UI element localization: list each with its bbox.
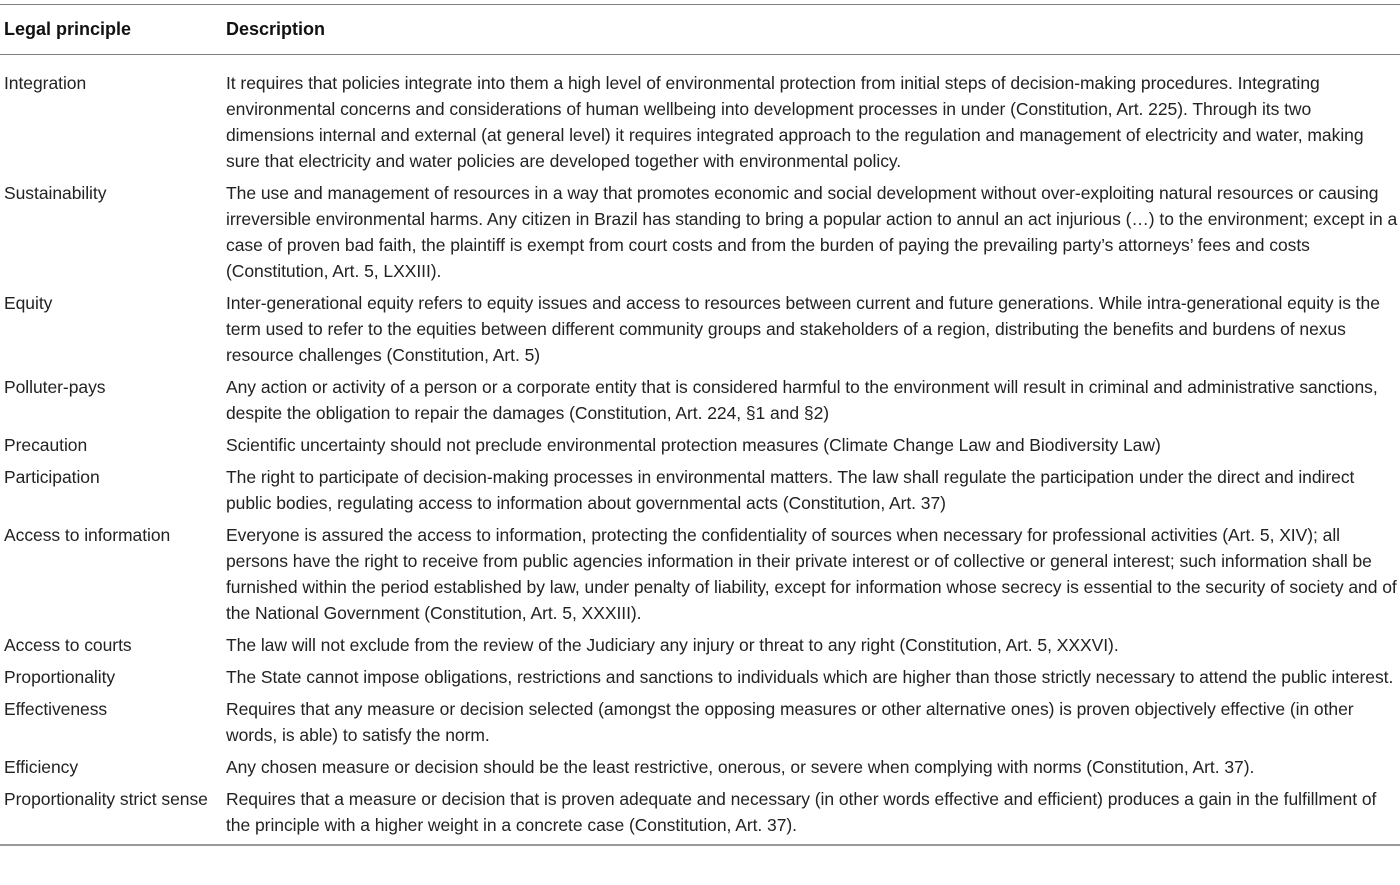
column-header-legal-principle: Legal principle — [4, 19, 132, 39]
table-row — [0, 632, 1400, 664]
principle-cell: Participation — [4, 467, 100, 487]
principle-cell: Sustainability — [4, 183, 107, 203]
table-body — [0, 55, 1400, 846]
table-row — [0, 696, 1400, 754]
description-cell: The law will not exclude from the review of the Judiciary any injury or threat to any right (Constitution, Art. 5, XXXVI). — [226, 635, 1119, 655]
principle-cell: Effectiveness — [4, 699, 108, 719]
description-cell: Requires that a measure or decision that is proven adequate and necessary (in other words effective and efficient) produces a gain in the fulfillment of the principle with a higher weight in a concrete case (Constitution, Art. 37). — [226, 789, 1377, 835]
description-cell: Inter-generational equity refers to equity issues and access to resources between current and future generations. While intra-generational equity is the term used to refer to the equities between different community groups and stakeholders of a region, distributing the benefits and burdens of nexus resource challenges (Constitution, Art. 5) — [226, 293, 1380, 365]
description-cell: The use and management of resources in a way that promotes economic and social development without over-exploiting natural resources or causing irreversible environmental harms. Any citizen in Brazil has standing to bring a popular action to annul an act injurious (…) to the environment; except in a case of proven bad faith, the plaintiff is exempt from court costs and from the burden of paying the prevailing party’s attorneys’ fees and costs (Constitution, Art. 5, LXXIII). — [226, 183, 1398, 281]
description-cell: Any action or activity of a person or a corporate entity that is considered harmful to the environment will result in criminal and administrative sanctions, despite the obligation to repair the damages (Constitution, Art. 224, §1 and §2) — [226, 377, 1378, 423]
principle-cell: Integration — [4, 73, 87, 93]
table-row — [0, 374, 1400, 432]
description-cell: Requires that any measure or decision selected (amongst the opposing measures or other alternative ones) is proven objectively effective (in other words, is able) to satisfy the norm. — [226, 699, 1354, 745]
principle-cell: Polluter-pays — [4, 377, 106, 397]
principle-cell: Access to courts — [4, 635, 132, 655]
table-header — [0, 5, 1400, 55]
description-cell: The right to participate of decision-making processes in environmental matters. The law shall regulate the participation under the direct and indirect public bodies, regulating access to information about governmental acts (Constitution, Art. 37) — [226, 467, 1355, 513]
table-row — [0, 754, 1400, 786]
table-row — [0, 55, 1400, 181]
table-row — [0, 522, 1400, 632]
table-row — [0, 664, 1400, 696]
table-row — [0, 432, 1400, 464]
principle-cell: Proportionality — [4, 667, 116, 687]
legal-principles-table-container — [0, 4, 1400, 846]
column-header-description: Description — [226, 19, 326, 39]
description-cell: The State cannot impose obligations, restrictions and sanctions to individuals which are higher than those strictly necessary to attend the public interest. — [226, 667, 1394, 687]
principle-cell: Precaution — [4, 435, 88, 455]
principle-cell: Proportionality strict sense — [4, 789, 208, 809]
description-cell: It requires that policies integrate into them a high level of environmental protection from initial steps of decision-making procedures. Integrating environmental concerns and considerations of human wellbeing into development processes in under (Constitution, Art. 225). Through its two dimensions internal and external (at general level) it requires integrated approach to the regulation and management of electricity and water, making sure that electricity and water policies are developed together with environmental policy. — [226, 73, 1364, 171]
principle-cell: Equity — [4, 293, 53, 313]
table-row — [0, 180, 1400, 290]
table-row — [0, 464, 1400, 522]
principle-cell: Efficiency — [4, 757, 79, 777]
description-cell: Everyone is assured the access to information, protecting the confidentiality of sources when necessary for professional activities (Art. 5, XIV); all persons have the right to receive from public agencies information in their private interest or of collective or general interest; such information shall be furnished within the period established by law, under penalty of liability, except for information whose secrecy is essential to the security of society and of the National Government (Constitution, Art. 5, XXXIII). — [226, 525, 1397, 623]
description-cell: Any chosen measure or decision should be the least restrictive, onerous, or severe when complying with norms (Constitution, Art. 37). — [226, 757, 1255, 777]
table-row — [0, 786, 1400, 845]
description-cell: Scientific uncertainty should not preclude environmental protection measures (Climate Change Law and Biodiversity Law) — [226, 435, 1161, 455]
header-row — [0, 5, 1400, 55]
table-row — [0, 290, 1400, 374]
legal-principles-table — [0, 4, 1400, 846]
principle-cell: Access to information — [4, 525, 171, 545]
